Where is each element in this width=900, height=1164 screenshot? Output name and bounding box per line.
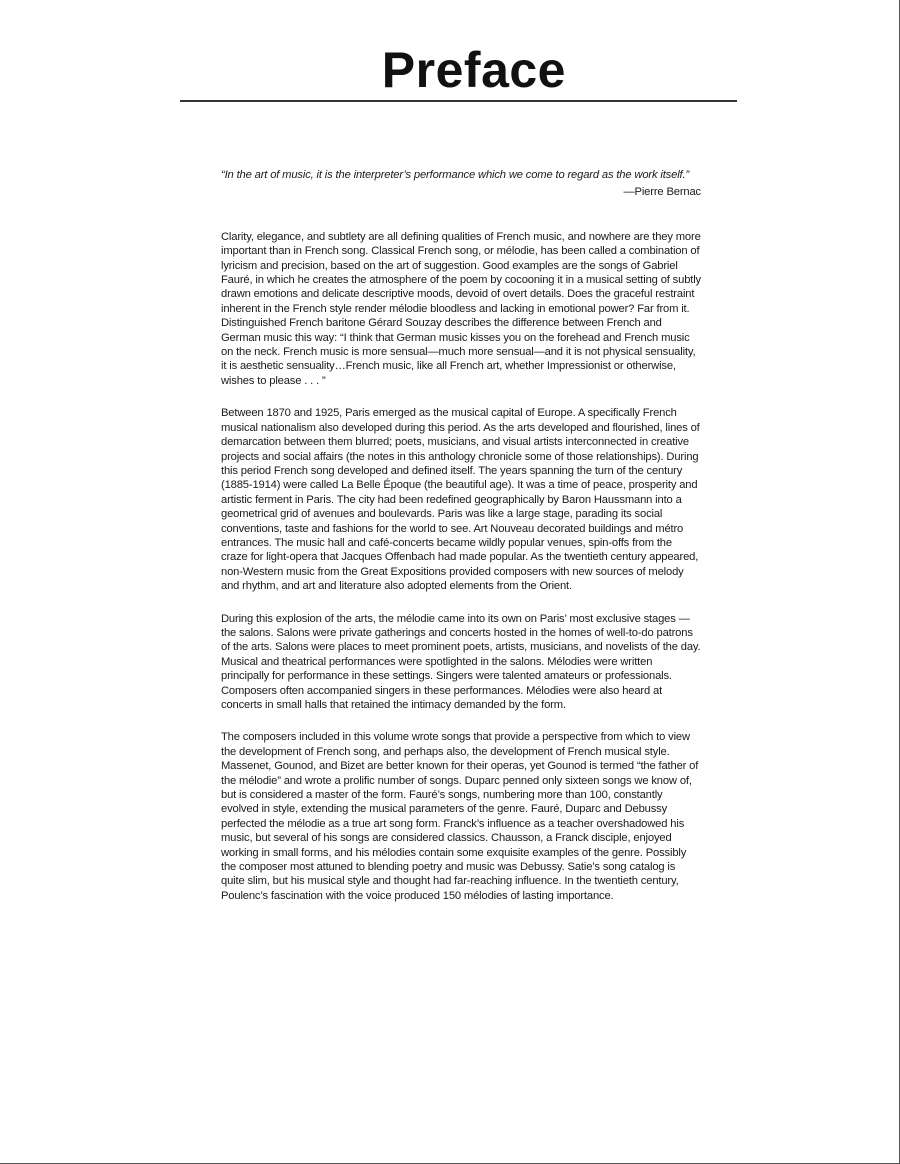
- paragraph-french-song: Clarity, elegance, and subtlety are all defining qualities of French music, and nowhere are they more important than in French song. Classical French song, or mélodie, has been called a combination of lyricism and precision, based on the art of suggestion. Good examples are the songs of Gabriel Fauré, in which he creates the atmosphere of the poem by cocooning it in a musical setting of subtly drawn emotions and delicate descriptive moods, devoid of overt details. Does the graceful restraint inherent in the French style render mélodie bloodless and lacking in emotional power? Far from it. Distinguished French baritone Gérard Souzay describes the difference between French and German music this way: “I think that German music kisses you on the forehead and French music on the neck. French music is more sensual—much more sensual—and it is not physical sensuality, it is aesthetic sensuality…French music, like all French art, whether Impressionist or otherwise, wishes to please . . . ”: [221, 230, 702, 387]
- paragraph-composers: The composers included in this volume wrote songs that provide a perspective from which to view the development of French song, and perhaps also, the development of French musical style. Massenet, Gounod, and Bizet are better known for their operas, yet Gounod is termed “the father of the mélodie” and wrote a prolific number of songs. Duparc penned only sixteen songs we know of, but is considered a master of the form. Fauré’s songs, numbering more than 100, constantly evolved in style, extending the musical parameters of the genre. Fauré, Duparc and Debussy perfected the mélodie as a true art song form. Franck’s influence as a teacher overshadowed his music, but several of his songs are considered classics. Chausson, a Franck disciple, enjoyed working in small forms, and his mélodies contain some exquisite examples of the genre. Possibly the composer most attuned to blending poetry and music was Debussy. Satie’s song catalog is quite slim, but his musical style and thought had far-reaching influence. In the twentieth century, Poulenc’s fascination with the voice produced 150 mélodies of lasting importance.: [221, 731, 699, 902]
- title-rule: [180, 100, 737, 102]
- paragraph-paris-capital: Between 1870 and 1925, Paris emerged as the musical capital of Europe. A specifically French musical nationalism also developed during this period. As the arts developed and flourished, lines of demarcation between them blurred; poets, musicians, and visual artists interconnected in creative projects and social affairs (the notes in this anthology chronicle some of those relationships). During this period French song developed and defined itself. The years spanning the turn of the century (1885-1914) were called La Belle Époque (the beautiful age). It was a time of peace, prosperity and artistic ferment in Paris. The city had been redefined geographically by Baron Haussmann into a geometrical grid of avenues and boulevards. Paris was like a large stage, parading its social conventions, taste and fashions for the world to see. Art Nouveau decorated buildings and métro entrances. The music hall and café-concerts became wildly popular venues, spin-offs from the craze for light-opera that Jacques Offenbach had made popular. As the twentieth century appeared, non-Western music from the Great Expositions provided composers with new sources of melody and rhythm, and art and literature also adopted elements from the Orient.: [221, 407, 700, 593]
- epigraph: [221, 168, 701, 200]
- epigraph-attribution: —Pierre Bernac: [623, 186, 701, 199]
- page-title: Preface: [381, 42, 566, 98]
- paragraph-salons: During this explosion of the arts, the mélodie came into its own on Paris’ most exclusive stages —the salons. Salons were private gatherings and concerts hosted in the homes of well-to-do patrons of the arts. Salons were places to meet prominent poets, artists, musicians, and novelists of the day. Musical and theatrical performances were spotlighted in the salons. Mélodies were written principally for performance in these settings. Singers were talented amateurs or professionals. Composers often accompanied singers in these performances. Mélodies were also heard at concerts in small halls that retained the intimacy demanded by the form.: [221, 612, 701, 711]
- preface-body: [221, 168, 701, 903]
- epigraph-quote: “In the art of music, it is the interpreter’s performance which we come to regard as the work itself.”: [221, 169, 690, 181]
